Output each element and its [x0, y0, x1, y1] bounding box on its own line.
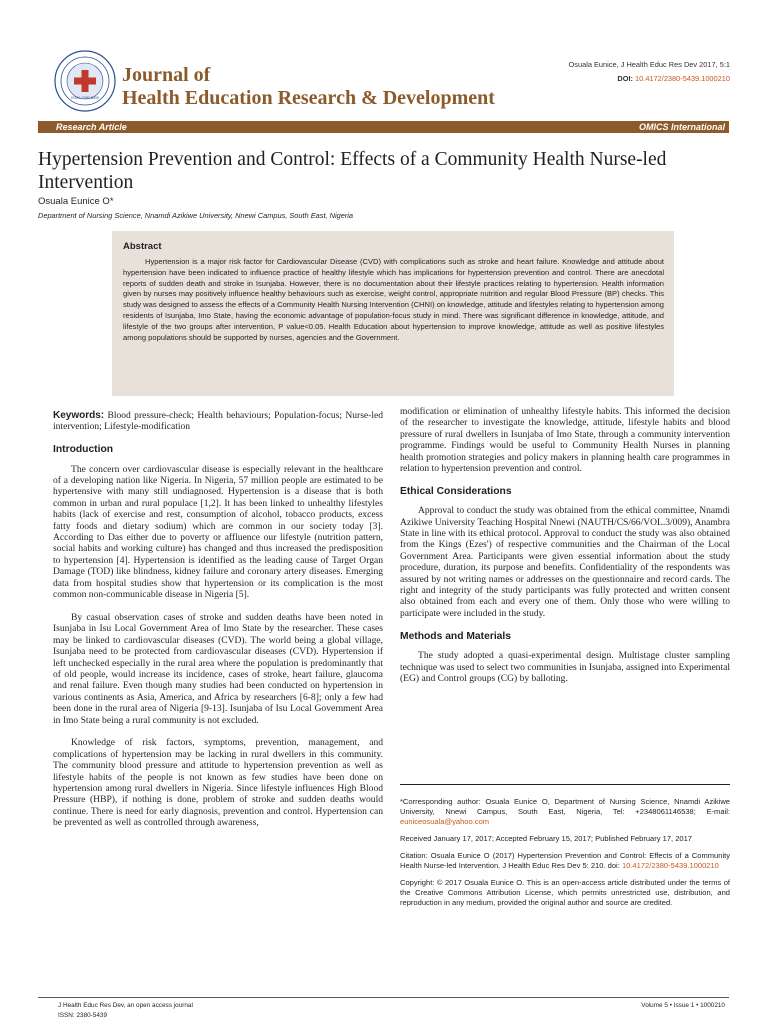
citation-line: Osuala Eunice, J Health Educ Res Dev 2017, 5:1	[568, 60, 730, 69]
author-affiliation: Department of Nursing Science, Nnamdi Azikiwe University, Nnewi Campus, South East, Nigeria	[38, 211, 354, 220]
abstract-heading: Abstract	[123, 241, 162, 252]
intro-paragraph-2: By casual observation cases of stroke and sudden deaths have been noted in Isunjaba in Isu Local Government Area of Imo State by the researcher. These cases may be linked to cardiovascular diseases (CVD). The world being a global village, Isunjaba need to be protected from cardiovascular diseases (CVD). Hypertension if left unchecked especially in the rural area where the population is predominantly that of old people, would increase its incidence, cases of stroke, heart failure, glaucoma and renal failure. Even though many studies had been conducted on hypertension in various continents as Asia, America, and Africa by researchers [6-8]; only a few had been done in the rural area of Nigeria [9-13]. Isunjaba of Isu Local Government Area in Imo State being a rural community is not excluded.	[53, 611, 383, 726]
corresponding-author-text: *Corresponding author: Osuala Eunice O, Department of Nursing Science, Nnamdi Azikiwe University, Nnewi Campus, South East, Nigeria, Tel: +2348061146538; E-mail:	[400, 797, 730, 816]
right-column	[400, 406, 730, 696]
keywords	[53, 410, 383, 433]
publisher-label: OMICS International	[638, 122, 725, 132]
ethics-paragraph: Approval to conduct the study was obtained from the ethical committee, Nnamdi Azikiwe University Teaching Hospital Nnewi (NAUTH/CS/66/VOL.3/009), Anambra State in line with its ethical protocol. Approval to conduct the study was also obtained from the Kings (Ezes') of respective communities and the Chairman of the Local Government Area. Participants were given essential information about the study procedure, duration, its purpose and benefits. Confidentiality of the respondents was assured by not writing names or addresses on the questionnaire and record cards. The right and integrity of the study participants was fully protected and written consent also obtained from each and every one of them. Only those who were willing to participate were included in the study.	[400, 505, 730, 619]
methods-heading: Methods and Materials	[400, 630, 511, 642]
article-type-band	[38, 121, 729, 133]
footer-issn: ISSN: 2380-5439	[58, 1012, 108, 1019]
paper-title: Hypertension Prevention and Control: Effects of a Community Health Nurse-led Intervention	[38, 149, 667, 193]
journal-title	[122, 64, 495, 110]
received-dates: Received January 17, 2017; Accepted February 15, 2017; Published February 17, 2017	[400, 834, 693, 843]
doi-link[interactable]: 10.4172/2380-5439.1000210	[635, 74, 730, 83]
footer-journal: J Health Educ Res Dev, an open access journal	[58, 1002, 193, 1009]
intro-paragraph-1: The concern over cardiovascular disease is especially relevant in the healthcare of a developing nation like Nigeria. In Nigeria, 57 million people are estimated to be hypertensive with many still undiagnosed. Hypertension is a disease that is both common in urban and rural populace [1,2]. It has been linked to unhealthy lifestyles habits (lack of exercise and rest, consumption of alcohol, tobacco products, excess fatty foods and dietary sodium) which are common in our society today [3]. According to Das either due to poverty or affluence our lifestyle (nutrition pattern, social habits and working culture) has changed and thus increased the predisposition to hypertension [4]. Hypertension is identified as the leading cause of Target Organ Damage (TOD) like blindness, kidney failure and coronary artery diseases. Emerging data from hospital studies show that hypertension or its complication is the most common non-communicable disease in Nigeria [5].	[53, 463, 383, 601]
header-citation	[569, 58, 730, 86]
page-footer	[38, 997, 729, 1019]
doi-line	[569, 72, 730, 86]
footer-volume: Volume 5 • Issue 1 • 1000210	[641, 1002, 725, 1009]
citation-text: Citation: Osuala Eunice O (2017) Hypertension Prevention and Control: Effects of a Community Health Nurse-led Intervention. J Health Educ Res Dev 5: 210. doi:	[400, 851, 730, 870]
email-link[interactable]: euniceosuala@yahoo.com	[400, 817, 490, 826]
author-name: Osuala Eunice O*	[38, 196, 114, 207]
journal-logo	[54, 50, 116, 112]
left-column	[53, 410, 383, 840]
journal-title-line1: Journal of	[122, 64, 211, 86]
methods-paragraph: The study adopted a quasi-experimental design. Multistage cluster sampling technique was used to select two communities in Isunjaba, assigned into Experimental (EG) and Control groups (CG) by balloting.	[400, 650, 730, 684]
corresponding-author-note	[400, 797, 730, 827]
citation-note	[400, 851, 730, 871]
intro-paragraph-3: Knowledge of risk factors, symptoms, prevention, management, and complications of hypertension may be lacking in rural dwellers in this community. The community blood pressure and attitude to hypertension prevention as well as lifestyle habits of the people is not known as few studies have been done on hypertension among rural dwellers in Nigeria. Since lifestyle influences High Blood Pressure (HBP), if nothing is done, problem of stroke and sudden deaths would continue. There is need for early diagnosis, prevention and control. Hypertension can be prevented as well as controlled through awareness,	[53, 737, 383, 829]
ethics-heading: Ethical Considerations	[400, 485, 512, 497]
intro-continued-paragraph: modification or elimination of unhealthy lifestyle habits. This informed the decision of the researcher to investigate the knowledge, attitude, lifestyle habits and blood pressure of rural dwellers in Isunjaba of Imo State, through a community intervention programme. Findings would be useful to Community Health Nurses in planning health promotion strategies and policy makers in planning health care programmes in relation to hypertension prevention and control.	[400, 406, 730, 475]
keywords-label: Keywords:	[53, 410, 105, 421]
article-notes	[400, 784, 730, 915]
abstract-box	[112, 231, 674, 396]
introduction-heading: Introduction	[53, 444, 114, 456]
citation-doi-link[interactable]: 10.4172/2380-5439.1000210	[621, 861, 719, 870]
copyright-note: Copyright: © 2017 Osuala Eunice O. This is an open-access article distributed under the terms of the Creative Commons Attribution License, which permits unrestricted use, distribution, and reproduction in any medium, provided the original author and source are credited.	[400, 878, 730, 907]
keywords-text: Blood pressure-check; Health behaviours; Population-focus; Nurse-led intervention; Lifestyle-modification	[53, 410, 383, 433]
doi-label: DOI:	[617, 74, 633, 83]
footer-left	[58, 1001, 193, 1021]
logo-issn-text: ISSN: 2380-5439	[71, 96, 99, 100]
article-type-label: Research Article	[56, 122, 127, 132]
journal-title-line2: Health Education Research & Development	[122, 87, 495, 109]
abstract-text: Hypertension is a major risk factor for Cardiovascular Disease (CVD) with complications such as stroke and heart failure. Knowledge and attitude about hypertension have been indicated to influence practice of healthy lifestyle which has implications for hypertension prevention and control. There are anecdotal reports of sudden death and stroke in Isunjaba. However, there is no documentation about their lifestyle practices relating to hypertension. Health information given by nurses may positively influence healthy behaviours such as exercise, weight control, appropriate nutrition and regular Blood Pressure (BP) checks. This study was designed to assess the effects of a Community Health Nursing Intervention (CHNI) on knowledge, attitude and lifestyles relating to hypertension among residents of Isunjaba, Imo State, having the economic advantage of population-focus study in mind. There was significant difference in knowledge, attitude, and lifestyle of the two groups after intervention, P value<0.05. Health Education about hypertension to improve knowledge, attitude as well as positive lifestyles among populations should be supported by nurses, agencies and the Government.	[123, 257, 664, 342]
